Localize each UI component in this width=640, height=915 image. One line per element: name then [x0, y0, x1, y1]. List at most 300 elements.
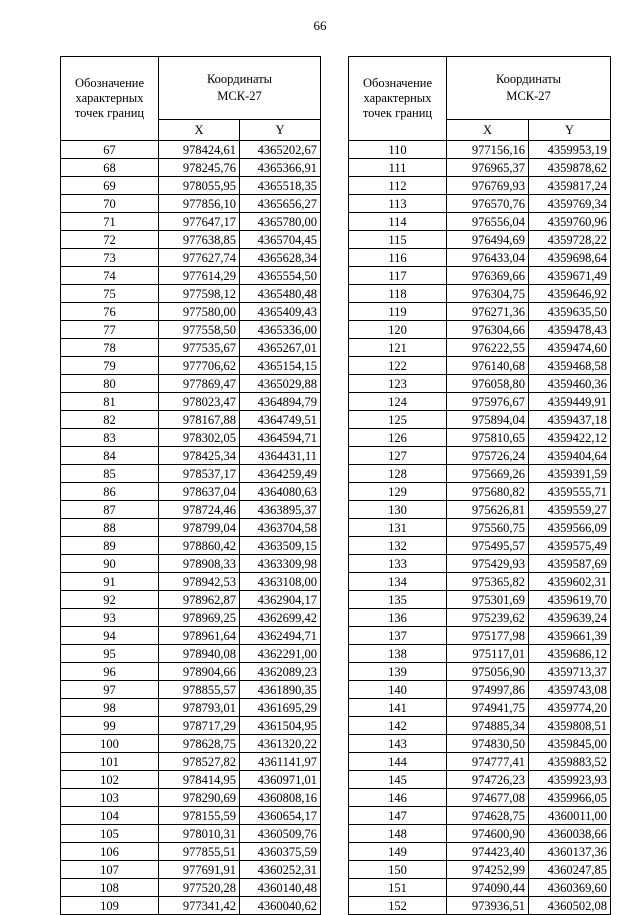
y-coordinate-cell: 4364431,11 [240, 447, 321, 465]
point-number-cell: 131 [349, 519, 447, 537]
y-coordinate-cell: 4359671,49 [529, 267, 611, 285]
table-row [61, 897, 321, 915]
x-coordinate-cell: 976271,36 [447, 303, 529, 321]
point-number-cell: 72 [61, 231, 159, 249]
y-coordinate-cell: 4360137,36 [529, 843, 611, 861]
table-row [61, 339, 321, 357]
table-row [349, 681, 611, 699]
table-row [61, 393, 321, 411]
x-coordinate-cell: 975976,67 [447, 393, 529, 411]
x-coordinate-cell: 975117,01 [447, 645, 529, 663]
x-column-header: X [159, 120, 240, 141]
y-coordinate-cell: 4359661,39 [529, 627, 611, 645]
y-coordinate-cell: 4365554,50 [240, 267, 321, 285]
point-number-cell: 125 [349, 411, 447, 429]
y-coordinate-cell: 4365656,27 [240, 195, 321, 213]
point-number-cell: 93 [61, 609, 159, 627]
table-row [349, 861, 611, 879]
y-coordinate-cell: 4359953,19 [529, 141, 611, 159]
y-coordinate-cell: 4362699,42 [240, 609, 321, 627]
table-row [349, 717, 611, 735]
y-coordinate-cell: 4359575,49 [529, 537, 611, 555]
point-number-cell: 151 [349, 879, 447, 897]
point-number-cell: 120 [349, 321, 447, 339]
table-row [349, 285, 611, 303]
point-number-cell: 148 [349, 825, 447, 843]
table-row [61, 627, 321, 645]
x-coordinate-cell: 978023,47 [159, 393, 240, 411]
point-number-cell: 107 [61, 861, 159, 879]
table-row [349, 429, 611, 447]
point-number-cell: 139 [349, 663, 447, 681]
x-coordinate-cell: 978537,17 [159, 465, 240, 483]
table-row [61, 321, 321, 339]
y-coordinate-cell: 4365518,35 [240, 177, 321, 195]
point-number-cell: 85 [61, 465, 159, 483]
x-coordinate-cell: 978717,29 [159, 717, 240, 735]
point-number-cell: 108 [61, 879, 159, 897]
point-number-cell: 101 [61, 753, 159, 771]
y-coordinate-cell: 4360502,08 [529, 897, 611, 915]
table-row [349, 177, 611, 195]
point-number-cell: 91 [61, 573, 159, 591]
y-coordinate-cell: 4359698,64 [529, 249, 611, 267]
y-coordinate-cell: 4360011,00 [529, 807, 611, 825]
point-number-cell: 71 [61, 213, 159, 231]
y-coordinate-cell: 4359878,62 [529, 159, 611, 177]
table-row [349, 699, 611, 717]
y-coordinate-cell: 4365480,48 [240, 285, 321, 303]
y-coordinate-cell: 4359460,36 [529, 375, 611, 393]
point-number-cell: 144 [349, 753, 447, 771]
y-coordinate-cell: 4365409,43 [240, 303, 321, 321]
point-number-cell: 99 [61, 717, 159, 735]
x-coordinate-cell: 978942,53 [159, 573, 240, 591]
table-row [349, 537, 611, 555]
x-coordinate-cell: 976369,66 [447, 267, 529, 285]
x-coordinate-cell: 976304,66 [447, 321, 529, 339]
x-coordinate-cell: 977647,17 [159, 213, 240, 231]
y-coordinate-cell: 4360971,01 [240, 771, 321, 789]
y-coordinate-cell: 4362904,17 [240, 591, 321, 609]
table-row [61, 861, 321, 879]
table-row [61, 807, 321, 825]
y-coordinate-cell: 4359728,22 [529, 231, 611, 249]
x-coordinate-cell: 975810,65 [447, 429, 529, 447]
y-coordinate-cell: 4359559,27 [529, 501, 611, 519]
table-row [61, 753, 321, 771]
point-number-cell: 80 [61, 375, 159, 393]
table-row [349, 843, 611, 861]
x-coordinate-cell: 978155,59 [159, 807, 240, 825]
point-number-cell: 118 [349, 285, 447, 303]
point-number-cell: 130 [349, 501, 447, 519]
point-number-cell: 106 [61, 843, 159, 861]
table-row [349, 807, 611, 825]
point-number-cell: 147 [349, 807, 447, 825]
y-coordinate-cell: 4360038,66 [529, 825, 611, 843]
table-row [349, 519, 611, 537]
y-coordinate-cell: 4364749,51 [240, 411, 321, 429]
point-number-cell: 141 [349, 699, 447, 717]
x-coordinate-cell: 977855,51 [159, 843, 240, 861]
point-column-header: Обозначение характерных точек границ [349, 57, 447, 141]
table-row [61, 303, 321, 321]
point-number-cell: 84 [61, 447, 159, 465]
point-number-cell: 119 [349, 303, 447, 321]
table-row [61, 177, 321, 195]
table-row [349, 555, 611, 573]
x-coordinate-cell: 977856,10 [159, 195, 240, 213]
point-number-cell: 136 [349, 609, 447, 627]
x-coordinate-cell: 976058,80 [447, 375, 529, 393]
y-column-header: Y [240, 120, 321, 141]
table-row [61, 825, 321, 843]
x-coordinate-cell: 977627,74 [159, 249, 240, 267]
table-row [61, 267, 321, 285]
point-number-cell: 115 [349, 231, 447, 249]
y-coordinate-cell: 4359422,12 [529, 429, 611, 447]
y-coordinate-cell: 4360247,85 [529, 861, 611, 879]
y-coordinate-cell: 4360808,16 [240, 789, 321, 807]
table-row [349, 195, 611, 213]
x-coordinate-cell: 975669,26 [447, 465, 529, 483]
x-coordinate-cell: 976494,69 [447, 231, 529, 249]
point-number-cell: 105 [61, 825, 159, 843]
table-row [349, 771, 611, 789]
point-number-cell: 143 [349, 735, 447, 753]
x-coordinate-cell: 978527,82 [159, 753, 240, 771]
y-coordinate-cell: 4365202,67 [240, 141, 321, 159]
x-coordinate-cell: 977535,67 [159, 339, 240, 357]
point-number-cell: 132 [349, 537, 447, 555]
table-row [61, 699, 321, 717]
y-coordinate-cell: 4359602,31 [529, 573, 611, 591]
table-row [61, 285, 321, 303]
table-row [61, 483, 321, 501]
point-number-cell: 133 [349, 555, 447, 573]
point-number-cell: 78 [61, 339, 159, 357]
table-row [349, 321, 611, 339]
table-row [349, 303, 611, 321]
x-coordinate-cell: 974885,34 [447, 717, 529, 735]
x-coordinate-cell: 974830,50 [447, 735, 529, 753]
coordinate-system-label: МСК-27 [217, 89, 262, 103]
y-coordinate-cell: 4363895,37 [240, 501, 321, 519]
table-row [349, 411, 611, 429]
x-coordinate-cell: 978414,95 [159, 771, 240, 789]
x-coordinate-cell: 978940,08 [159, 645, 240, 663]
y-coordinate-cell: 4364594,71 [240, 429, 321, 447]
table-row [349, 483, 611, 501]
table-row [61, 375, 321, 393]
point-number-cell: 117 [349, 267, 447, 285]
point-number-cell: 114 [349, 213, 447, 231]
y-coordinate-cell: 4363309,98 [240, 555, 321, 573]
page-number: 66 [313, 18, 327, 33]
table-row [61, 357, 321, 375]
point-number-cell: 89 [61, 537, 159, 555]
point-number-cell: 100 [61, 735, 159, 753]
x-coordinate-cell: 975239,62 [447, 609, 529, 627]
coordinate-system-label: МСК-27 [506, 89, 551, 103]
y-coordinate-cell: 4359845,00 [529, 735, 611, 753]
table-row [349, 627, 611, 645]
point-number-cell: 69 [61, 177, 159, 195]
point-number-cell: 122 [349, 357, 447, 375]
table-row [349, 573, 611, 591]
x-coordinate-cell: 976769,93 [447, 177, 529, 195]
point-number-cell: 67 [61, 141, 159, 159]
x-coordinate-cell: 978302,05 [159, 429, 240, 447]
table-row [349, 213, 611, 231]
point-number-cell: 95 [61, 645, 159, 663]
y-coordinate-cell: 4361320,22 [240, 735, 321, 753]
x-coordinate-cell: 978010,31 [159, 825, 240, 843]
y-coordinate-cell: 4359619,70 [529, 591, 611, 609]
x-coordinate-cell: 978793,01 [159, 699, 240, 717]
table-row [61, 411, 321, 429]
x-coordinate-cell: 974726,23 [447, 771, 529, 789]
y-coordinate-cell: 4359817,24 [529, 177, 611, 195]
y-coordinate-cell: 4359883,52 [529, 753, 611, 771]
point-number-cell: 79 [61, 357, 159, 375]
point-number-cell: 116 [349, 249, 447, 267]
coordinates-table-left [60, 56, 321, 915]
table-row [61, 429, 321, 447]
y-coordinate-cell: 4359474,60 [529, 339, 611, 357]
y-coordinate-cell: 4364894,79 [240, 393, 321, 411]
x-coordinate-cell: 975177,98 [447, 627, 529, 645]
y-coordinate-cell: 4365154,15 [240, 357, 321, 375]
table-row [349, 249, 611, 267]
table-row [349, 339, 611, 357]
y-coordinate-cell: 4364259,49 [240, 465, 321, 483]
y-coordinate-cell: 4359686,12 [529, 645, 611, 663]
table-row [61, 789, 321, 807]
table-row [61, 249, 321, 267]
coordinates-header [447, 57, 611, 120]
y-coordinate-cell: 4365029,88 [240, 375, 321, 393]
x-coordinate-cell: 976965,37 [447, 159, 529, 177]
point-number-cell: 150 [349, 861, 447, 879]
x-coordinate-cell: 974090,44 [447, 879, 529, 897]
point-number-cell: 110 [349, 141, 447, 159]
x-coordinate-cell: 976433,04 [447, 249, 529, 267]
x-coordinate-cell: 976222,55 [447, 339, 529, 357]
y-coordinate-cell: 4359468,58 [529, 357, 611, 375]
y-coordinate-cell: 4360252,31 [240, 861, 321, 879]
x-coordinate-cell: 978167,88 [159, 411, 240, 429]
x-coordinate-cell: 975726,24 [447, 447, 529, 465]
x-coordinate-cell: 975495,57 [447, 537, 529, 555]
table-row [61, 195, 321, 213]
y-coordinate-cell: 4361141,97 [240, 753, 321, 771]
table-row [61, 159, 321, 177]
x-coordinate-cell: 978637,04 [159, 483, 240, 501]
x-coordinate-cell: 978290,69 [159, 789, 240, 807]
point-number-cell: 92 [61, 591, 159, 609]
x-coordinate-cell: 974628,75 [447, 807, 529, 825]
x-coordinate-cell: 976556,04 [447, 213, 529, 231]
x-coordinate-cell: 977558,50 [159, 321, 240, 339]
x-coordinate-cell: 975056,90 [447, 663, 529, 681]
table-row [61, 591, 321, 609]
y-coordinate-cell: 4363108,00 [240, 573, 321, 591]
table-row [349, 897, 611, 915]
point-number-cell: 152 [349, 897, 447, 915]
point-number-cell: 76 [61, 303, 159, 321]
x-coordinate-cell: 974423,40 [447, 843, 529, 861]
coordinates-label: Координаты [206, 72, 273, 86]
table-row [61, 573, 321, 591]
x-coordinate-cell: 975626,81 [447, 501, 529, 519]
table-row [61, 537, 321, 555]
y-coordinate-cell: 4359566,09 [529, 519, 611, 537]
point-number-cell: 90 [61, 555, 159, 573]
table-row [349, 357, 611, 375]
y-coordinate-cell: 4359404,64 [529, 447, 611, 465]
table-row [349, 753, 611, 771]
y-coordinate-cell: 4360140,48 [240, 879, 321, 897]
point-number-cell: 98 [61, 699, 159, 717]
table-row [349, 825, 611, 843]
y-coordinate-cell: 4361504,95 [240, 717, 321, 735]
x-coordinate-cell: 978424,61 [159, 141, 240, 159]
y-coordinate-cell: 4361695,29 [240, 699, 321, 717]
point-number-cell: 88 [61, 519, 159, 537]
point-number-cell: 70 [61, 195, 159, 213]
table-row [61, 465, 321, 483]
x-coordinate-cell: 978860,42 [159, 537, 240, 555]
point-number-cell: 103 [61, 789, 159, 807]
point-number-cell: 145 [349, 771, 447, 789]
y-coordinate-cell: 4359478,43 [529, 321, 611, 339]
y-coordinate-cell: 4359449,91 [529, 393, 611, 411]
x-coordinate-cell: 975429,93 [447, 555, 529, 573]
y-coordinate-cell: 4365366,91 [240, 159, 321, 177]
y-coordinate-cell: 4363509,15 [240, 537, 321, 555]
table-row [61, 735, 321, 753]
x-coordinate-cell: 977691,91 [159, 861, 240, 879]
y-coordinate-cell: 4360375,59 [240, 843, 321, 861]
table-body [349, 141, 611, 915]
y-coordinate-cell: 4359808,51 [529, 717, 611, 735]
y-coordinate-cell: 4359639,24 [529, 609, 611, 627]
point-column-header: Обозначение характерных точек границ [61, 57, 159, 141]
table-row [349, 375, 611, 393]
point-number-cell: 75 [61, 285, 159, 303]
table-row [61, 501, 321, 519]
x-coordinate-cell: 978962,87 [159, 591, 240, 609]
y-coordinate-cell: 4359437,18 [529, 411, 611, 429]
x-coordinate-cell: 978055,95 [159, 177, 240, 195]
table-row [61, 717, 321, 735]
table-row [349, 609, 611, 627]
point-number-cell: 73 [61, 249, 159, 267]
x-coordinate-cell: 976570,76 [447, 195, 529, 213]
x-coordinate-cell: 976140,68 [447, 357, 529, 375]
table-row [61, 231, 321, 249]
table-row [61, 879, 321, 897]
y-coordinate-cell: 4362494,71 [240, 627, 321, 645]
point-number-cell: 68 [61, 159, 159, 177]
table-row [349, 447, 611, 465]
point-number-cell: 142 [349, 717, 447, 735]
coordinates-label: Координаты [495, 72, 562, 86]
x-coordinate-cell: 978628,75 [159, 735, 240, 753]
point-number-cell: 109 [61, 897, 159, 915]
y-coordinate-cell: 4359635,50 [529, 303, 611, 321]
point-number-cell: 127 [349, 447, 447, 465]
point-number-cell: 146 [349, 789, 447, 807]
point-number-cell: 140 [349, 681, 447, 699]
point-number-cell: 77 [61, 321, 159, 339]
point-number-cell: 96 [61, 663, 159, 681]
y-coordinate-cell: 4359555,71 [529, 483, 611, 501]
x-coordinate-cell: 975365,82 [447, 573, 529, 591]
point-number-cell: 137 [349, 627, 447, 645]
y-coordinate-cell: 4359774,20 [529, 699, 611, 717]
point-number-cell: 82 [61, 411, 159, 429]
point-number-cell: 104 [61, 807, 159, 825]
point-number-cell: 113 [349, 195, 447, 213]
y-column-header: Y [529, 120, 611, 141]
table-row [349, 393, 611, 411]
y-coordinate-cell: 4362089,23 [240, 663, 321, 681]
table-row [61, 663, 321, 681]
y-coordinate-cell: 4360509,76 [240, 825, 321, 843]
table-row [61, 609, 321, 627]
table-row [349, 501, 611, 519]
point-number-cell: 86 [61, 483, 159, 501]
x-coordinate-cell: 977869,47 [159, 375, 240, 393]
x-coordinate-cell: 974252,99 [447, 861, 529, 879]
x-coordinate-cell: 977614,29 [159, 267, 240, 285]
table-row [61, 645, 321, 663]
point-number-cell: 87 [61, 501, 159, 519]
x-coordinate-cell: 978799,04 [159, 519, 240, 537]
table-row [349, 645, 611, 663]
y-coordinate-cell: 4365336,00 [240, 321, 321, 339]
x-coordinate-cell: 976304,75 [447, 285, 529, 303]
table-row [349, 789, 611, 807]
table-row [349, 591, 611, 609]
x-coordinate-cell: 977520,28 [159, 879, 240, 897]
y-coordinate-cell: 4360040,62 [240, 897, 321, 915]
x-coordinate-cell: 978904,66 [159, 663, 240, 681]
x-coordinate-cell: 975894,04 [447, 411, 529, 429]
y-coordinate-cell: 4359966,05 [529, 789, 611, 807]
y-coordinate-cell: 4365780,00 [240, 213, 321, 231]
point-number-cell: 121 [349, 339, 447, 357]
table-row [61, 213, 321, 231]
table-row [349, 159, 611, 177]
table-body [61, 141, 321, 915]
table-row [349, 663, 611, 681]
point-number-cell: 102 [61, 771, 159, 789]
x-coordinate-cell: 974941,75 [447, 699, 529, 717]
x-coordinate-cell: 977706,62 [159, 357, 240, 375]
y-coordinate-cell: 4359646,92 [529, 285, 611, 303]
coordinates-table-right [348, 56, 611, 915]
point-number-cell: 135 [349, 591, 447, 609]
y-coordinate-cell: 4359743,08 [529, 681, 611, 699]
x-coordinate-cell: 977156,16 [447, 141, 529, 159]
point-number-cell: 134 [349, 573, 447, 591]
table-row [349, 465, 611, 483]
x-coordinate-cell: 978969,25 [159, 609, 240, 627]
